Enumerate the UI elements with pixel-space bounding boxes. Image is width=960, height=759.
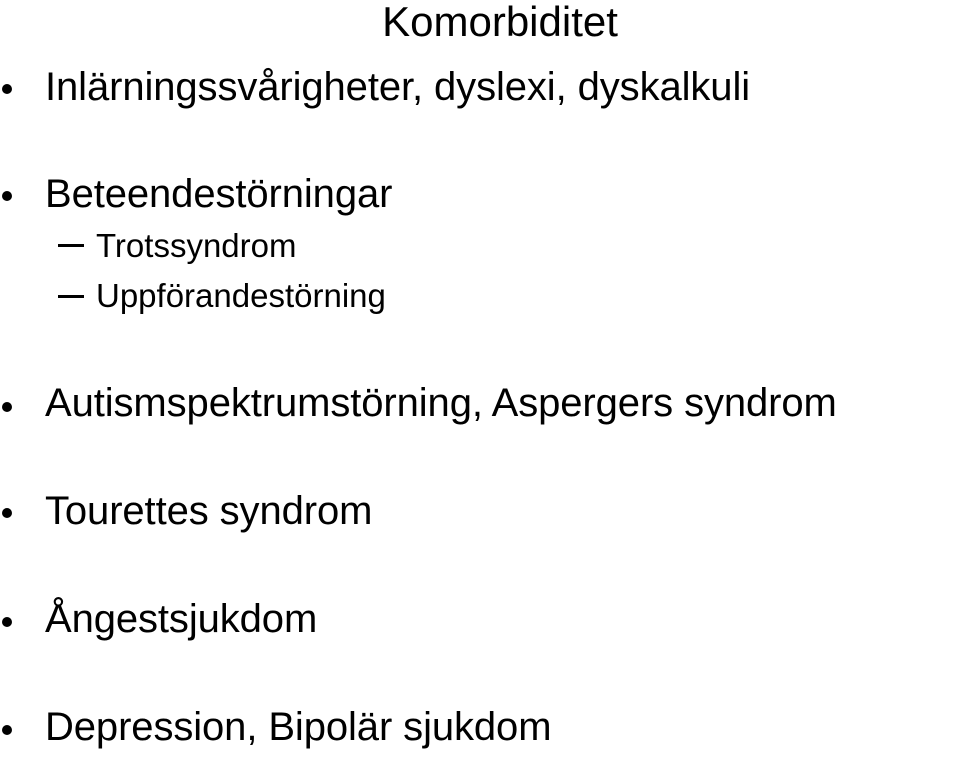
list-item: Tourettes syndrom: [45, 489, 373, 533]
bullet-dot-icon: [2, 508, 12, 518]
bullet-dot-icon: [2, 617, 12, 627]
list-item: Depression, Bipolär sjukdom: [45, 705, 552, 749]
dash-icon: [58, 295, 84, 298]
list-item: Autismspektrumstörning, Aspergers syndrom: [45, 381, 837, 425]
slide-title: Komorbiditet: [382, 0, 618, 45]
sub-list-item: Trotssyndrom: [96, 227, 297, 264]
bullet-dot-icon: [2, 191, 12, 201]
dash-icon: [58, 244, 84, 247]
sub-list-item: Uppförandestörning: [96, 277, 386, 314]
bullet-dot-icon: [2, 402, 12, 412]
bullet-dot-icon: [2, 84, 12, 94]
list-item: Ångestsjukdom: [45, 597, 318, 641]
bullet-dot-icon: [2, 725, 12, 735]
list-item: Beteendestörningar: [45, 172, 393, 216]
list-item: Inlärningssvårigheter, dyslexi, dyskalkuli: [45, 65, 751, 109]
